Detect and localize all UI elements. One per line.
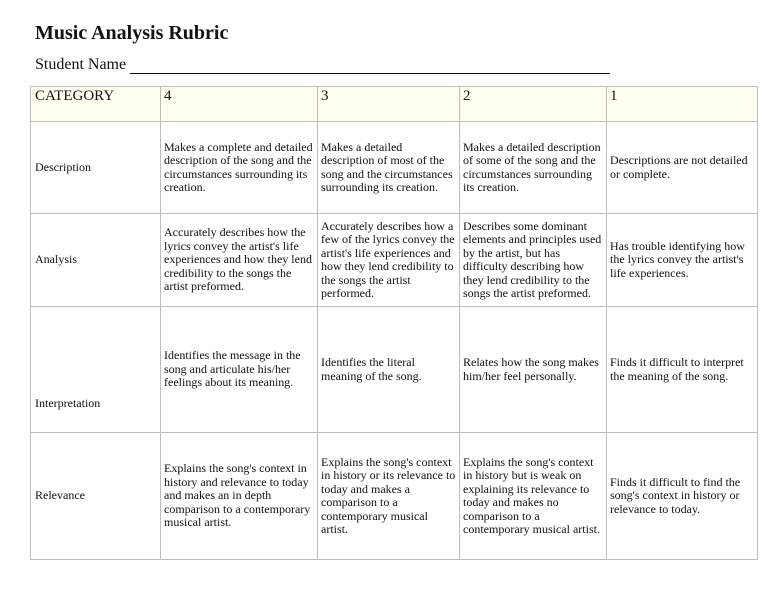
student-name-label: Student Name [35,56,127,73]
criterion-cell: Describes some dominant elements and principles used by the artist, but has difficulty describing how they lend credibility to the songs the artist preformed. [460,214,607,307]
header-score-3: 3 [318,87,460,122]
criterion-cell: Relates how the song makes him/her feel personally. [460,307,607,433]
criterion-cell: Makes a detailed description of some of the song and the circumstances surrounding its creation. [460,122,607,214]
header-score-4: 4 [161,87,318,122]
criterion-cell: Explains the song's context in history but is weak on explaining its relevance to today and makes no comparison to a contemporary musical artist. [460,433,607,560]
table-row-relevance [31,433,758,560]
criterion-cell: Makes a complete and detailed description of the song and the circumstances surrounding its creation. [161,122,318,214]
header-category: CATEGORY [31,87,161,122]
criterion-cell: Finds it difficult to interpret the meaning of the song. [607,307,758,433]
criterion-cell: Identifies the message in the song and articulate his/her feelings about its meaning. [161,307,318,433]
category-cell: Interpretation [31,307,161,433]
criterion-cell: Makes a detailed description of most of the song and the circumstances surrounding its creation. [318,122,460,214]
table-row-description [31,122,758,214]
criterion-cell: Explains the song's context in history and relevance to today and makes an in depth comparison to a contemporary musical artist. [161,433,318,560]
criterion-cell: Explains the song's context in history or its relevance to today and makes a comparison to a contemporary musical artist. [318,433,460,560]
category-cell: Analysis [31,214,161,307]
rubric-table [30,86,758,560]
criterion-cell: Identifies the literal meaning of the song. [318,307,460,433]
table-row-interpretation [31,307,758,433]
criterion-cell: Has trouble identifying how the lyrics convey the artist's life experiences. [607,214,758,307]
criterion-cell: Accurately describes how the lyrics convey the artist's life experiences and how they lend credibility to the songs the artist preformed. [161,214,318,307]
student-name-row [35,56,610,74]
criterion-cell: Descriptions are not detailed or complete. [607,122,758,214]
header-score-1: 1 [607,87,758,122]
category-cell: Description [31,122,161,214]
criterion-cell: Accurately describes how a few of the lyrics convey the artist's life experiences and how they lend credibility to the songs the artist performed. [318,214,460,307]
student-name-blank-line [130,58,610,74]
page-title: Music Analysis Rubric [35,22,229,44]
header-score-2: 2 [460,87,607,122]
table-header-row [31,87,758,122]
category-cell: Relevance [31,433,161,560]
table-row-analysis [31,214,758,307]
criterion-cell: Finds it difficult to find the song's context in history or relevance to today. [607,433,758,560]
